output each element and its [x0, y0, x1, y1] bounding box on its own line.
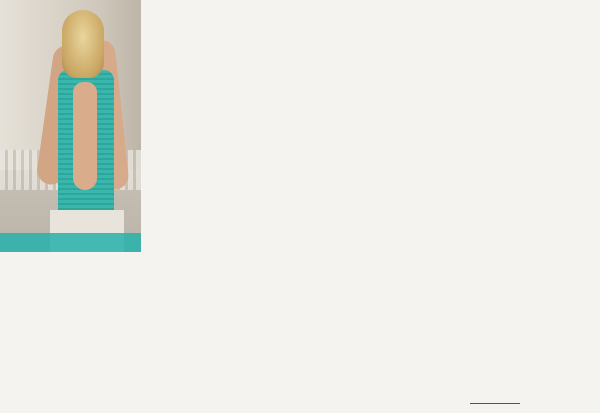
model-label	[0, 233, 141, 252]
crochet-chart	[452, 158, 587, 240]
model-photo	[0, 0, 141, 252]
footer-rule	[470, 403, 520, 404]
photo-open-back	[73, 82, 97, 190]
photo-hair	[62, 10, 104, 78]
column-2	[150, 0, 297, 8]
column-1	[4, 263, 144, 271]
